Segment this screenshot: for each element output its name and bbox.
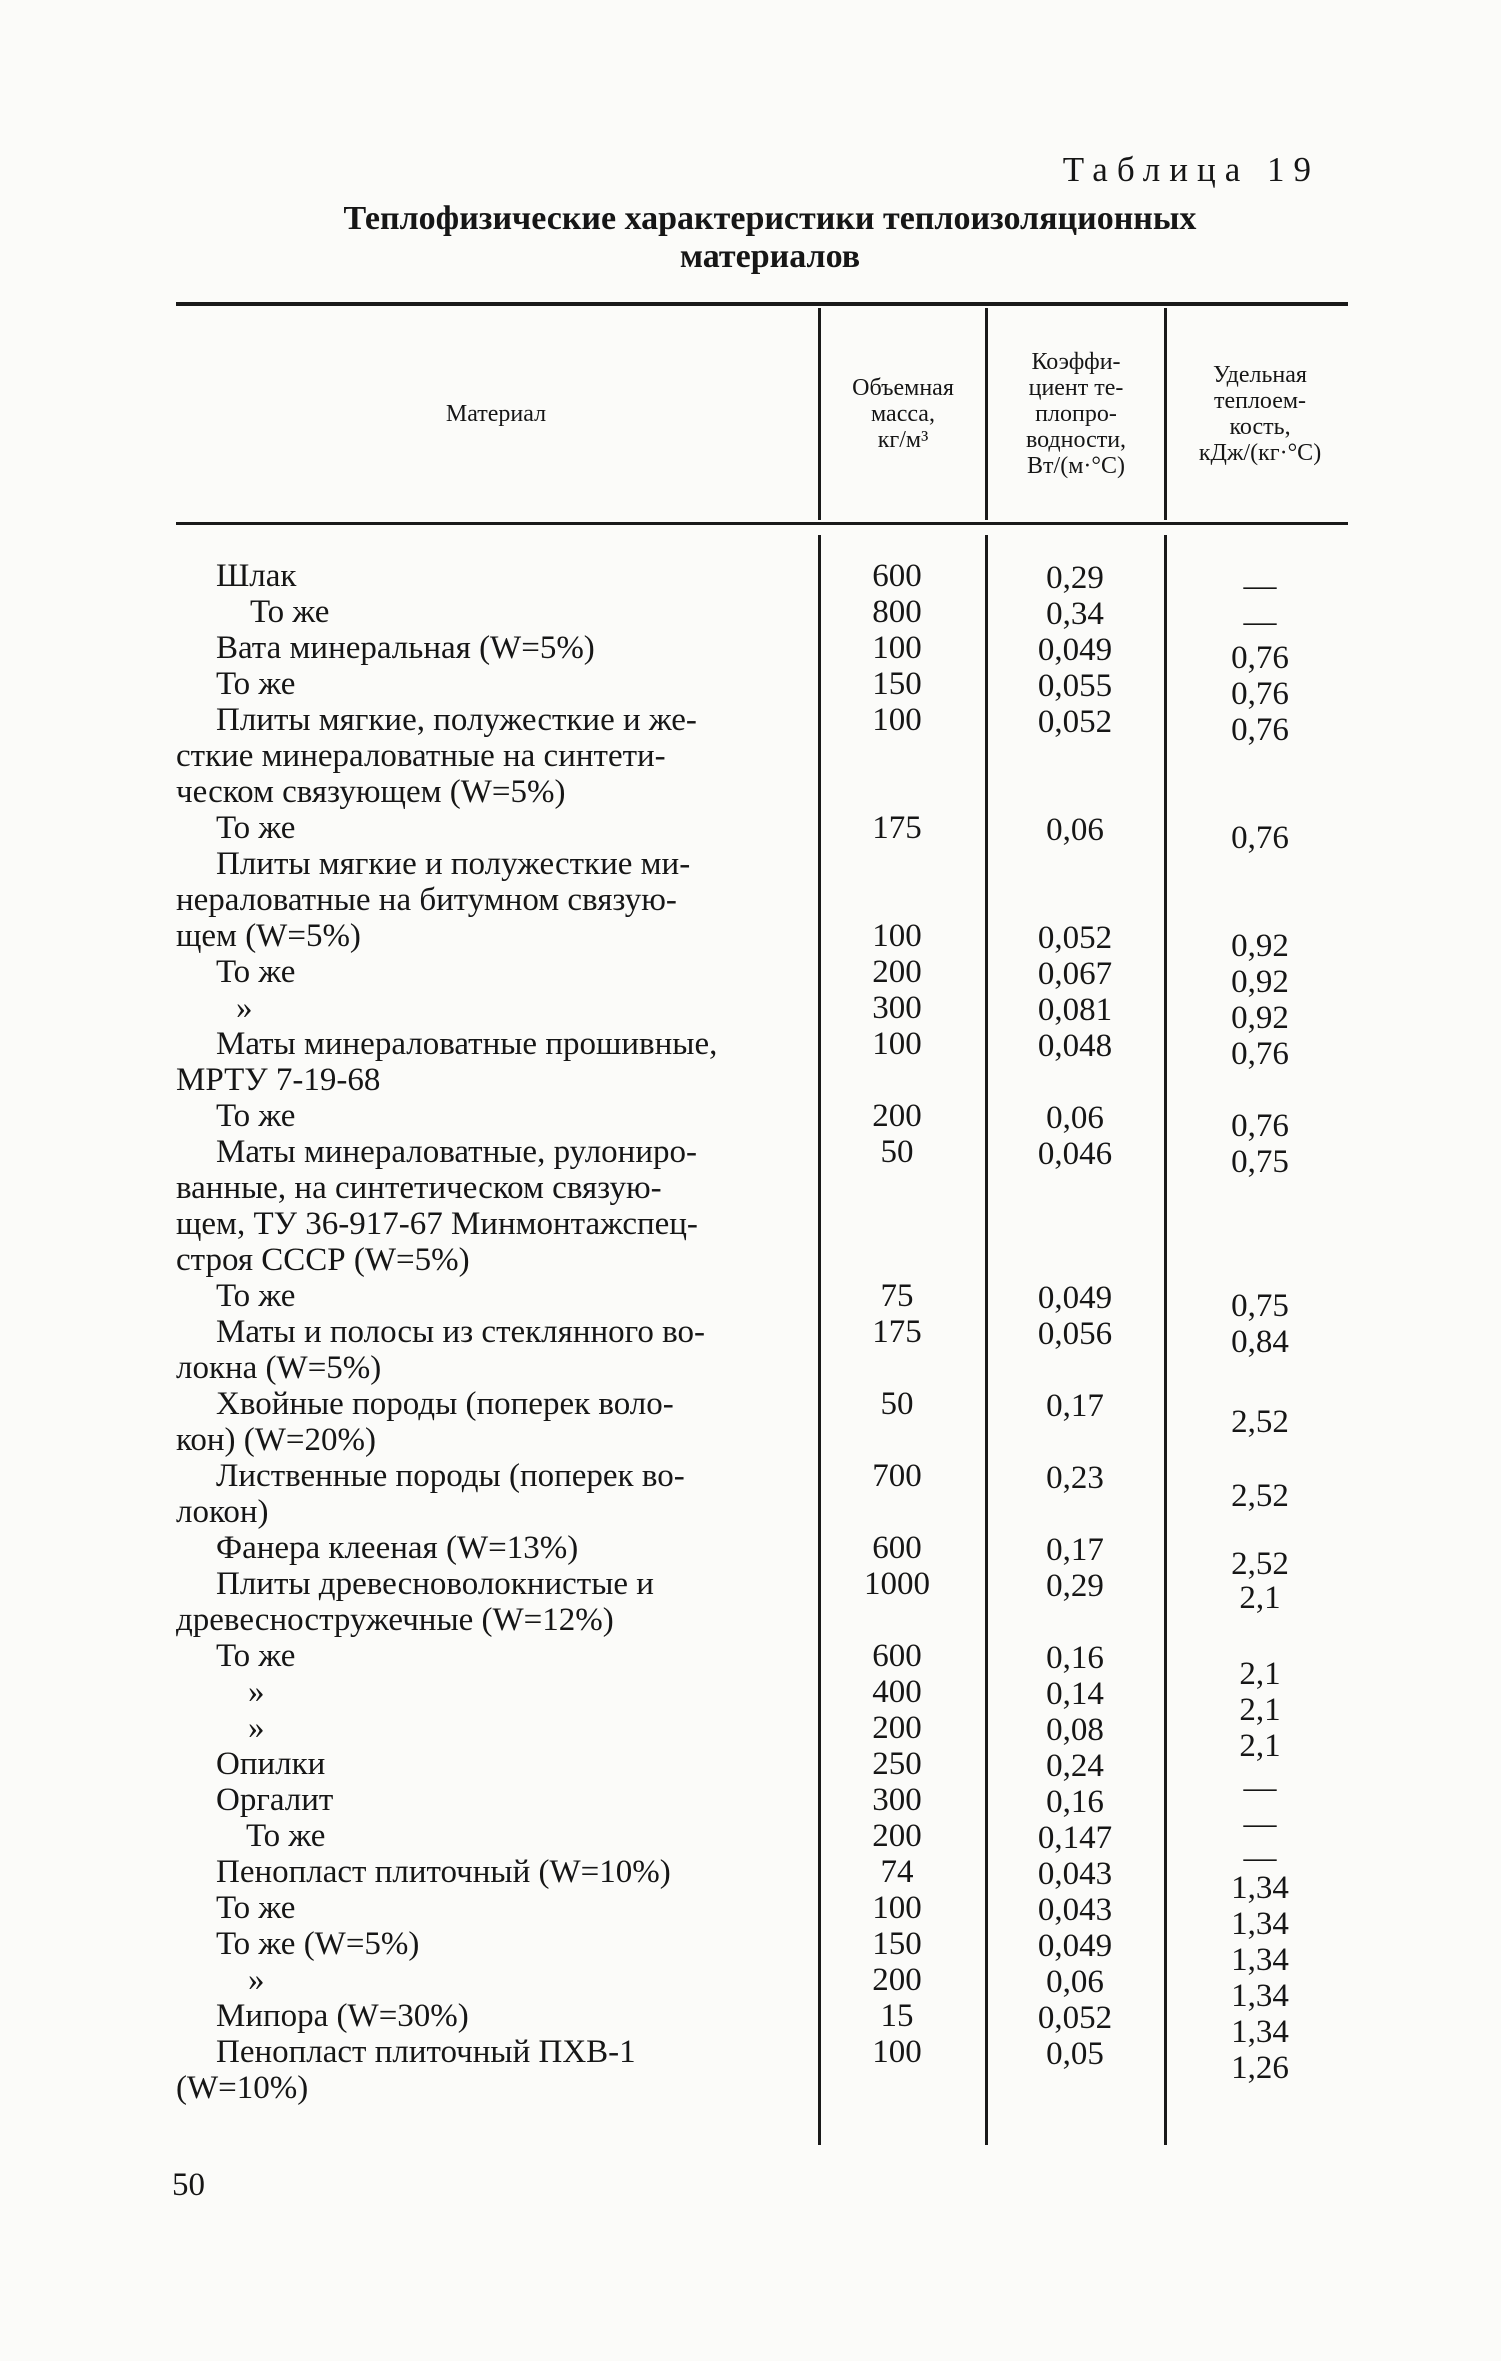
header-heat-line: кДж/(кг·°С) [1198, 440, 1322, 466]
material-line: Плиты мягкие, полужесткие и же- [216, 702, 697, 738]
material-line: То же [216, 666, 296, 702]
heat-capacity-value: 0,92 [1231, 964, 1289, 1000]
header-conductivity-line: плопро- [1035, 401, 1117, 427]
material-line: МРТУ 7-19-68 [176, 1062, 381, 1098]
density-value: 200 [872, 1710, 922, 1746]
heat-capacity-value: 0,75 [1231, 1288, 1289, 1324]
conductivity-value: 0,043 [1037, 1892, 1113, 1928]
material-line: строя СССР (W=5%) [176, 1242, 470, 1278]
header-conductivity-line: водности, [1025, 427, 1127, 453]
material-line: » [248, 1674, 265, 1710]
heat-capacity-value: 0,75 [1231, 1144, 1289, 1180]
heat-capacity-value: 0,84 [1231, 1324, 1289, 1360]
material-line: Фанера клееная (W=13%) [216, 1530, 579, 1566]
header-heat-line: теплоем- [1213, 388, 1307, 414]
conductivity-value: 0,29 [1046, 1568, 1104, 1604]
body-divider-3 [1164, 535, 1167, 2145]
heat-capacity-value: 0,76 [1231, 640, 1289, 676]
header-density-line: кг/м³ [877, 427, 929, 453]
heat-capacity-value: 2,1 [1239, 1580, 1281, 1616]
material-line: То же [246, 1818, 326, 1854]
table-caption: Таблица 19 [1062, 150, 1320, 189]
conductivity-value: 0,067 [1037, 956, 1113, 992]
heat-capacity-value: 1,34 [1231, 1870, 1289, 1906]
material-line: нераловатные на битумном связую- [176, 882, 677, 918]
material-line: » [248, 1962, 265, 1998]
density-value: 200 [872, 954, 922, 990]
density-value: 600 [872, 1638, 922, 1674]
conductivity-value: 0,24 [1046, 1748, 1104, 1784]
density-value: 400 [872, 1674, 922, 1710]
density-value: 200 [872, 1962, 922, 1998]
material-line: щем, ТУ 36-917-67 Минмонтажспец- [176, 1206, 698, 1242]
density-value: 100 [872, 1890, 922, 1926]
material-line: Плиты мягкие и полужесткие ми- [216, 846, 691, 882]
heat-capacity-value: 2,1 [1239, 1656, 1281, 1692]
density-value: 700 [872, 1458, 922, 1494]
heat-capacity-value: — [1243, 568, 1277, 604]
table-top-rule [176, 302, 1348, 306]
density-value: 50 [880, 1134, 914, 1170]
density-value: 100 [872, 1026, 922, 1062]
material-line: » [248, 1710, 265, 1746]
material-line: щем (W=5%) [176, 918, 361, 954]
material-line: Шлак [216, 558, 297, 594]
conductivity-value: 0,17 [1046, 1532, 1104, 1568]
density-value: 74 [880, 1854, 914, 1890]
body-divider-2 [985, 535, 988, 2145]
material-line: Пенопласт плиточный (W=10%) [216, 1854, 671, 1890]
heat-capacity-value: 0,76 [1231, 820, 1289, 856]
heat-capacity-value: — [1243, 1770, 1277, 1806]
material-line: То же [216, 1278, 296, 1314]
material-line: То же (W=5%) [216, 1926, 420, 1962]
header-divider-2 [985, 308, 988, 520]
density-value: 300 [872, 1782, 922, 1818]
density-value: 200 [872, 1098, 922, 1134]
conductivity-value: 0,17 [1046, 1388, 1104, 1424]
heat-capacity-value: 2,52 [1231, 1478, 1289, 1514]
header-divider-1 [818, 308, 821, 520]
conductivity-value: 0,16 [1046, 1784, 1104, 1820]
heat-capacity-value: 2,52 [1231, 1546, 1289, 1582]
material-line: То же [250, 594, 330, 630]
material-line: То же [216, 954, 296, 990]
conductivity-value: 0,06 [1046, 1964, 1104, 2000]
density-value: 150 [872, 1926, 922, 1962]
heat-capacity-value: — [1243, 604, 1277, 640]
heat-capacity-value: 1,34 [1231, 1942, 1289, 1978]
density-value: 175 [872, 1314, 922, 1350]
heat-capacity-value: 2,52 [1231, 1404, 1289, 1440]
density-value: 600 [872, 558, 922, 594]
conductivity-value: 0,048 [1037, 1028, 1113, 1064]
density-value: 50 [880, 1386, 914, 1422]
header-conductivity [989, 308, 1163, 520]
heat-capacity-value: 0,92 [1231, 1000, 1289, 1036]
conductivity-value: 0,08 [1046, 1712, 1104, 1748]
material-line: Опилки [216, 1746, 326, 1782]
material-line: Вата минеральная (W=5%) [216, 630, 595, 666]
material-line: То же [216, 1890, 296, 1926]
header-material [176, 308, 816, 520]
material-line: Хвойные породы (поперек воло- [216, 1386, 674, 1422]
table-title-line-1: Теплофизические характеристики теплоизоляционных [343, 200, 1197, 237]
conductivity-value: 0,29 [1046, 560, 1104, 596]
conductivity-value: 0,046 [1037, 1136, 1113, 1172]
density-value: 100 [872, 918, 922, 954]
header-density [822, 308, 984, 520]
material-line: Лиственные породы (поперек во- [216, 1458, 685, 1494]
density-value: 200 [872, 1818, 922, 1854]
material-line: Плиты древесноволокнистые и [216, 1566, 654, 1602]
heat-capacity-value: 1,26 [1231, 2050, 1289, 2086]
header-conductivity-line: циент те- [1028, 375, 1124, 401]
header-heat-line: Удельная [1213, 362, 1307, 388]
table-title [170, 200, 1370, 276]
material-line: сткие минераловатные на синтети- [176, 738, 666, 774]
material-line: Маты минераловатные прошивные, [216, 1026, 718, 1062]
header-density-line: Объемная [852, 375, 954, 401]
density-value: 800 [872, 594, 922, 630]
density-value: 100 [872, 2034, 922, 2070]
header-density-line: масса, [871, 401, 935, 427]
conductivity-value: 0,056 [1037, 1316, 1113, 1352]
conductivity-value: 0,049 [1037, 1928, 1113, 1964]
material-line: Мипора (W=30%) [216, 1998, 469, 2034]
heat-capacity-value: 0,76 [1231, 676, 1289, 712]
conductivity-value: 0,16 [1046, 1640, 1104, 1676]
header-conductivity-line: Вт/(м·°С) [1027, 453, 1125, 479]
density-value: 250 [872, 1746, 922, 1782]
conductivity-value: 0,052 [1037, 704, 1113, 740]
heat-capacity-value: 1,34 [1231, 2014, 1289, 2050]
material-line: Маты минераловатные, рулониро- [216, 1134, 697, 1170]
material-line: Маты и полосы из стеклянного во- [216, 1314, 705, 1350]
material-line: ванные, на синтетическом связую- [176, 1170, 662, 1206]
heat-capacity-value: 1,34 [1231, 1978, 1289, 2014]
heat-capacity-value: — [1243, 1806, 1277, 1842]
density-value: 100 [872, 702, 922, 738]
density-value: 100 [872, 630, 922, 666]
material-line: локна (W=5%) [176, 1350, 382, 1386]
table-title-line-2: материалов [679, 238, 861, 275]
conductivity-value: 0,052 [1037, 2000, 1113, 2036]
conductivity-value: 0,06 [1046, 812, 1104, 848]
conductivity-value: 0,05 [1046, 2036, 1104, 2072]
conductivity-value: 0,34 [1046, 596, 1104, 632]
conductivity-value: 0,081 [1037, 992, 1113, 1028]
heat-capacity-value: 1,34 [1231, 1906, 1289, 1942]
header-divider-3 [1164, 308, 1167, 520]
conductivity-value: 0,055 [1037, 668, 1113, 704]
heat-capacity-value: 2,1 [1239, 1692, 1281, 1728]
heat-capacity-value: 0,76 [1231, 1036, 1289, 1072]
material-line: Оргалит [216, 1782, 334, 1818]
conductivity-value: 0,043 [1037, 1856, 1113, 1892]
material-line: То же [216, 1638, 296, 1674]
header-heat-capacity [1168, 308, 1352, 520]
material-line: древесностружечные (W=12%) [176, 1602, 614, 1638]
material-line: То же [216, 810, 296, 846]
material-line: кон) (W=20%) [176, 1422, 376, 1458]
header-material-label: Материал [445, 401, 547, 427]
material-line: То же [216, 1098, 296, 1134]
density-value: 150 [872, 666, 922, 702]
heat-capacity-value: 0,76 [1231, 1108, 1289, 1144]
material-line: Пенопласт плиточный ПХВ-1 [216, 2034, 636, 2070]
conductivity-value: 0,049 [1037, 632, 1113, 668]
material-line: (W=10%) [176, 2070, 309, 2106]
heat-capacity-value: — [1243, 1840, 1277, 1876]
material-line: ческом связующем (W=5%) [176, 774, 566, 810]
conductivity-value: 0,049 [1037, 1280, 1113, 1316]
conductivity-value: 0,147 [1037, 1820, 1113, 1856]
header-heat-line: кость, [1229, 414, 1291, 440]
heat-capacity-value: 0,76 [1231, 712, 1289, 748]
density-value: 600 [872, 1530, 922, 1566]
material-line: локон) [176, 1494, 269, 1530]
header-bottom-rule [176, 522, 1348, 525]
conductivity-value: 0,23 [1046, 1460, 1104, 1496]
header-conductivity-line: Коэффи- [1031, 349, 1121, 375]
density-value: 15 [880, 1998, 914, 2034]
page-number: 50 [172, 2167, 205, 2203]
conductivity-value: 0,14 [1046, 1676, 1104, 1712]
material-line: » [236, 990, 253, 1026]
density-value: 300 [872, 990, 922, 1026]
heat-capacity-value: 2,1 [1239, 1728, 1281, 1764]
density-value: 1000 [864, 1566, 930, 1602]
density-value: 175 [872, 810, 922, 846]
conductivity-value: 0,06 [1046, 1100, 1104, 1136]
heat-capacity-value: 0,92 [1231, 928, 1289, 964]
density-value: 75 [880, 1278, 914, 1314]
conductivity-value: 0,052 [1037, 920, 1113, 956]
